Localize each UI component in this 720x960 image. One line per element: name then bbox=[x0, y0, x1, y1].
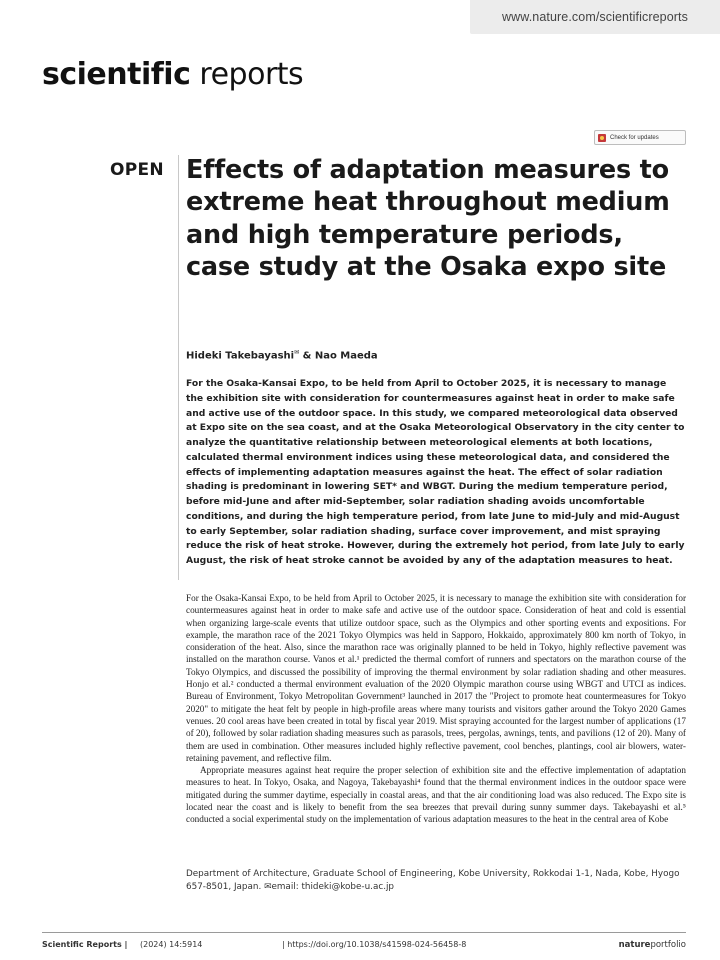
portfolio-logo-light: portfolio bbox=[650, 940, 686, 950]
footer-doi-link[interactable]: | https://doi.org/10.1038/s41598-024-56458-8 bbox=[282, 940, 467, 949]
abstract: For the Osaka-Kansai Expo, to be held from April to October 2025, it is necessary to manage the exhibition site with consideration for countermeasures against heat in order to make safe and active use of the outdoor space. In this study, we compared meteorological data observed at Expo site on the sea coast, and at the Osaka Meteorological Observatory in the city center to analyze the quantitative relationship between meteorological elements at both locations, calculated thermal environment indices using these meteorological data, and considered the effects of implementing adaptation measures against the heat. The effect of solar radiation shading is predominant in lowering SET* and WBGT. During the medium temperature period, before mid-June and after mid-September, solar radiation shading avoids uncomfortable conditions, and during the high temperature period, from late June to mid-July and mid-August to early September, solar radiation shading, surface cover improvement, and mist spraying reduce the risk of heat stroke. However, during the extremely hot period, from late July to early August, the risk of heat stroke cannot be avoided by any of the adaptation measures to heat. bbox=[186, 378, 685, 566]
journal-logo-light: reports bbox=[190, 57, 304, 92]
article-title: Effects of adaptation measures to extreme heat throughout medium and high temperature periods, case study at the Osaka expo site bbox=[186, 155, 670, 282]
check-for-updates-label: Check for updates bbox=[610, 134, 659, 141]
crossmark-icon bbox=[598, 134, 606, 142]
footer-citation: (2024) 14:5914 bbox=[140, 940, 203, 949]
author-name-2[interactable]: & Nao Maeda bbox=[299, 350, 378, 362]
footer-journal-name: Scientific Reports | bbox=[42, 940, 128, 949]
check-for-updates-button[interactable] bbox=[594, 130, 686, 145]
title-divider bbox=[178, 155, 179, 580]
corresponding-author-mail-icon[interactable]: ✉ bbox=[294, 349, 300, 356]
author-affiliation: Department of Architecture, Graduate School of Engineering, Kobe University, Rokkodai 1-1, Nada, Kobe, Hyogo 657-8501, Japan. ✉email: thideki@kobe-u.ac.jp bbox=[186, 869, 680, 892]
author-list bbox=[186, 349, 378, 361]
page-footer bbox=[42, 940, 686, 952]
open-access-label: OPEN bbox=[110, 160, 164, 180]
body-paragraph: For the Osaka-Kansai Expo, to be held from April to October 2025, it is necessary to manage the exhibition site with consideration for countermeasures against heat in order to make safe and active use of the outdoor space. Consideration of heat and cold is essential when organizing large-scale events that utilize outdoor space, such as the Olympics and other sporting events and expositions. For example, the marathon race of the 2021 Tokyo Olympics was held in Sapporo, Hokkaido, approximately 800 km north of Tokyo, in consideration of the heat. Also, since the marathon race was originally planned to be held in Tokyo, highly reflective pavement was installed on the marathon course. Vanos et al.¹ predicted the thermal comfort of runners and spectators on the marathon course of the Tokyo Olympics, and discussed the possibility of improving the thermal environment by solar radiation shading and other measures. Honjo et al.² conducted a thermal environment evaluation of the 2020 Olympic marathon course using WBGT and UTCI as indices. Bureau of Environment, Tokyo Metropolitan Government³ launched in 2017 the "Project to promote heat countermeasures for Tokyo 2020" to mitigate the heat felt by people in high-profile areas where many tourists and visitors gather around the Tokyo 2020 Games venues. 20 cool areas have been created in total by fiscal year 2019. Mist spraying accounted for the largest number of applications (17 of 20), followed by solar radiation shading measures such as parasols, trees, pergolas, awnings, tents, and pavilions (12 of 20). Many of them are used in combination. Other measures included highly reflective pavement, cool benches, plantings, cool air blowers, water-retaining pavement, and reflective film. bbox=[186, 593, 686, 763]
journal-url[interactable]: www.nature.com/scientificreports bbox=[502, 10, 688, 24]
article-body bbox=[186, 592, 686, 826]
journal-logo-bold: scientific bbox=[42, 57, 191, 92]
footer-divider bbox=[42, 932, 686, 933]
journal-logo bbox=[42, 57, 304, 92]
journal-url-tab[interactable] bbox=[470, 0, 720, 34]
portfolio-logo-bold: nature bbox=[618, 940, 651, 950]
author-name-1[interactable]: Hideki Takebayashi bbox=[186, 350, 295, 362]
body-paragraph: Appropriate measures against heat require the proper selection of exhibition site and the effective implementation of adaptation measures to heat. In Tokyo, Osaka, and Nagoya, Takebayashi⁴ found that the thermal environment indices in the outdoor space were mitigated during the summer daytime, especially in coastal areas, and that the air conditioning load was also reduced. The Expo site is located near the coast and is likely to benefit from the sea breezes that prevail during sunny summer days. Takebayashi et al.⁵ conducted a social experimental study on the implementation of various adaptation measures to the heat in the central area of Kobe bbox=[186, 765, 686, 825]
nature-portfolio-logo bbox=[619, 940, 686, 950]
